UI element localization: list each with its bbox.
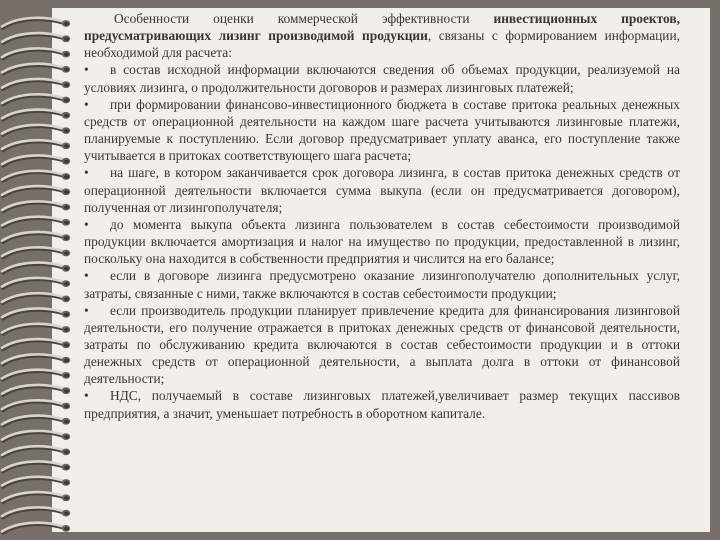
binding-ring-icon: [2, 232, 70, 242]
binding-ring-icon: [2, 64, 70, 74]
bullet-item-7: • НДС, получаемый в составе лизинговых платежей,увеличивает размер текущих пассивов предприятия, а значит, уменьшает потребность в оборотном капитале.: [84, 388, 680, 421]
binding-ring-icon: [2, 278, 70, 288]
binding-ring-icon: [2, 354, 70, 364]
binding-ring-icon: [2, 400, 70, 410]
bullet-item-2: • при формировании финансово-инвестиционного бюджета в составе притока реальных денежных средств от операционной деятельности на каждом шаге расчета учитываются лизинговые платежи, планируемые к поступлению. Если договор предусматривает уплату аванса, его поступление также учитывается в притоках соответствующего шага расчета;: [84, 96, 680, 164]
binding-ring-icon: [2, 201, 70, 211]
bullet-icon: •: [84, 62, 89, 78]
bullet-icon: •: [84, 96, 89, 112]
bullet-item-5: • если в договоре лизинга предусмотрено оказание лизингополучателю дополнительных услуг, затраты, связанные с ними, также включаются в состав себестоимости продукции;: [84, 268, 680, 301]
document-body: [84, 10, 680, 530]
binding-ring-icon: [2, 431, 70, 441]
intro-lead: Особенности оценки коммерческой эффективности: [114, 11, 494, 26]
binding-ring-icon: [2, 247, 70, 257]
binding-ring-icon: [2, 523, 70, 533]
binding-ring-icon: [2, 416, 70, 426]
binding-ring-icon: [2, 477, 70, 487]
binding-ring-icon: [2, 79, 70, 89]
bullet-icon: •: [84, 388, 89, 404]
binding-ring-icon: [2, 94, 70, 104]
binding-ring-icon: [2, 186, 70, 196]
binding-ring-icon: [2, 446, 70, 456]
binding-ring-icon: [2, 140, 70, 150]
binding-ring-icon: [2, 33, 70, 43]
binding-ring-icon: [2, 492, 70, 502]
bullet-icon: •: [84, 302, 89, 318]
bullet-icon: •: [84, 268, 89, 284]
binding-ring-icon: [2, 263, 70, 273]
binding-ring-icon: [2, 110, 70, 120]
binding-ring-icon: [2, 217, 70, 227]
bullet-item-3: • на шаге, в котором заканчивается срок договора лизинга, в состав притока денежных средств от операционной деятельности включается сумма выкупа (если он предусматривается договором), полученная от лизингополучателя;: [84, 165, 680, 215]
bullet-item-6: • если производитель продукции планирует привлечение кредита для финансирования лизинговой деятельности, его получение отражается в притоках денежных средств от финансовой деятельности, затраты по обслуживанию кредита включаются в состав себестоимости продукции и в оттоки денежных средств от операционной деятельности, а выплата долга в оттоки от финансовой деятельности;: [84, 302, 680, 387]
binding-ring-icon: [2, 293, 70, 303]
spiral-binding: [0, 0, 80, 540]
intro-tail: , связаны с формированием информации, необходимой для расчета:: [84, 28, 680, 61]
bullet-icon: •: [84, 216, 89, 232]
bullet-icon: •: [84, 165, 89, 181]
binding-ring-icon: [2, 171, 70, 181]
bullet-item-1: • в состав исходной информации включаются сведения об объемах продукции, реализуемой на условиях лизинга, о продолжительности договоров и размерах лизинговых платежей;: [84, 62, 680, 95]
intro-bold: инвестиционных проектов, предусматривающих лизинг производимой продукции: [84, 11, 680, 44]
binding-ring-icon: [2, 324, 70, 334]
binding-ring-icon: [2, 507, 70, 517]
intro-paragraph: [84, 10, 680, 61]
binding-ring-icon: [2, 155, 70, 165]
bullet-item-4: • до момента выкупа объекта лизинга пользователем в состав себестоимости производимой продукции включается амортизация и налог на имущество по продукции, предоставленной в лизинг, поскольку она находится в собственности предприятия и числится на его балансе;: [84, 216, 680, 267]
binding-ring-icon: [2, 308, 70, 318]
binding-ring-icon: [2, 461, 70, 471]
binding-ring-icon: [2, 48, 70, 58]
binding-ring-icon: [2, 125, 70, 135]
binding-ring-icon: [2, 385, 70, 395]
binding-ring-icon: [2, 339, 70, 349]
binding-ring-icon: [2, 18, 70, 28]
binding-ring-icon: [2, 370, 70, 380]
